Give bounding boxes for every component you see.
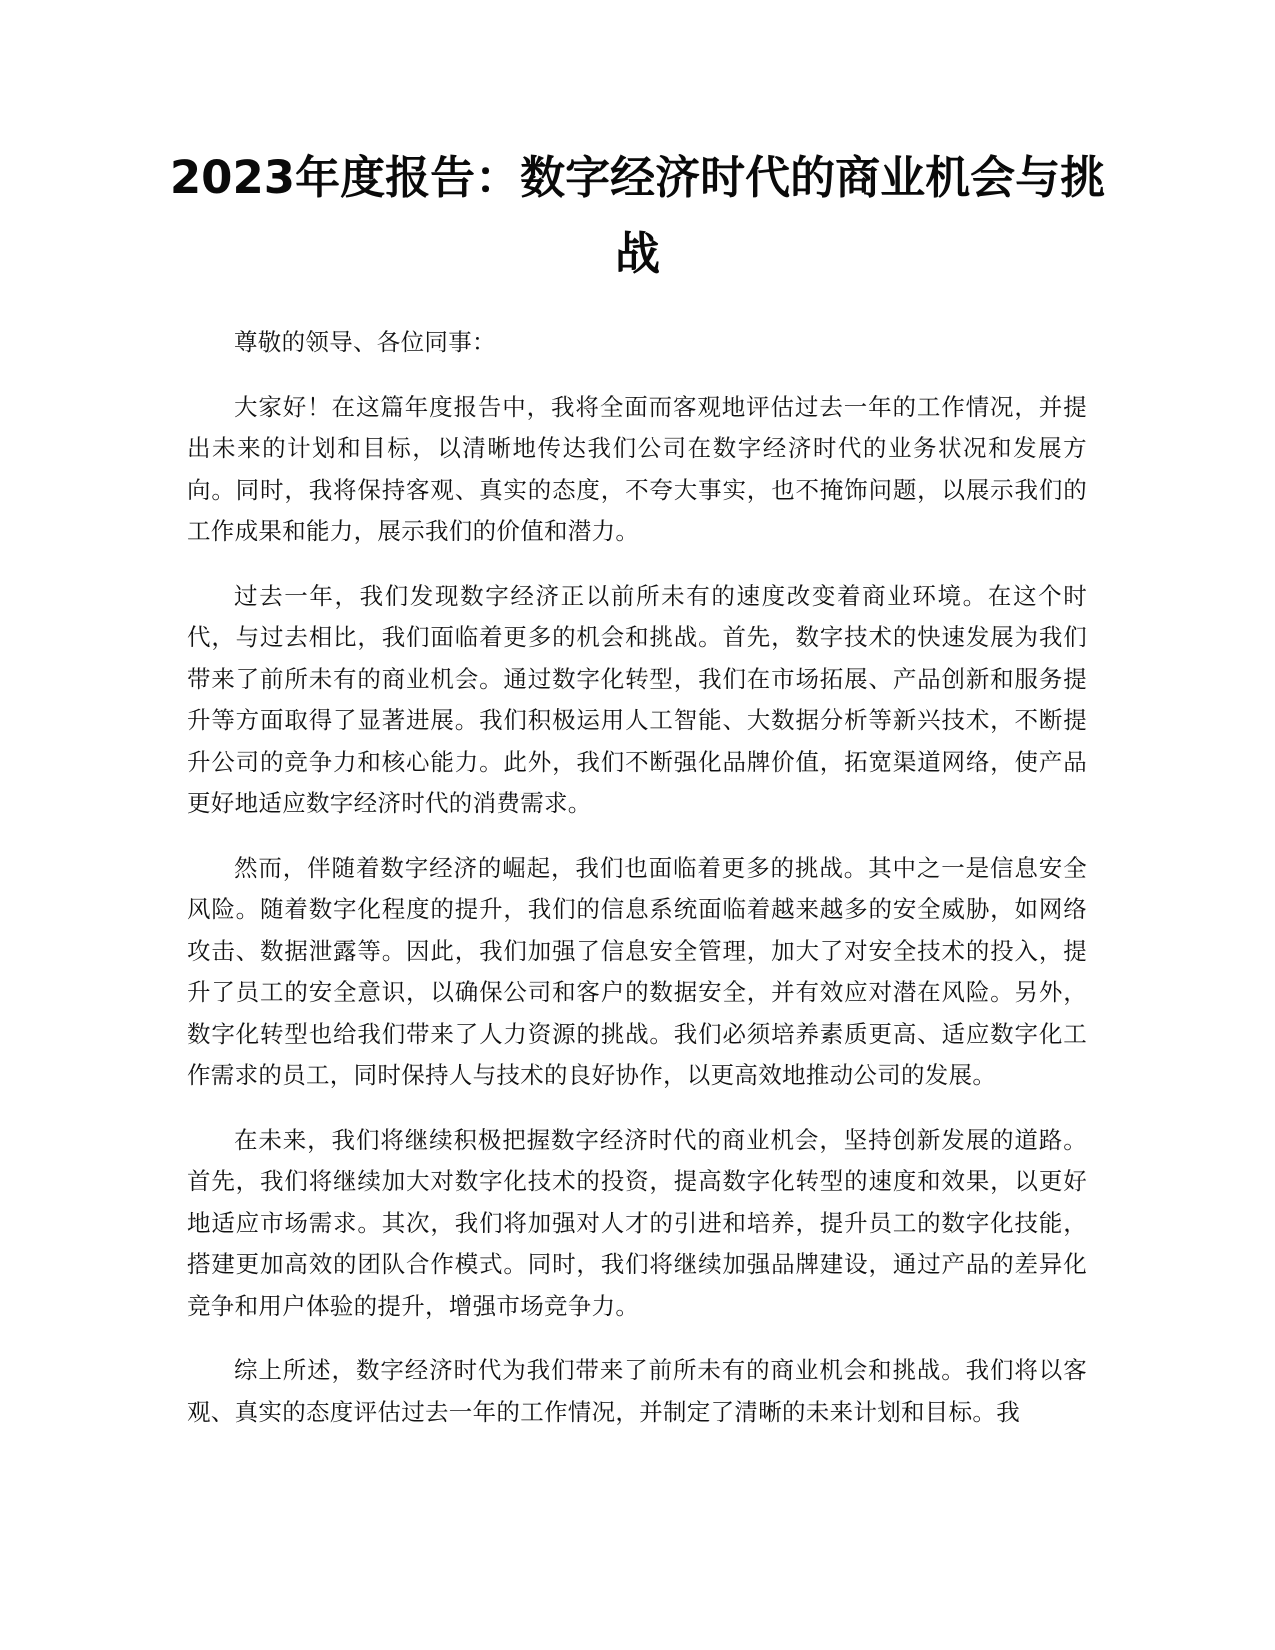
paragraph-salutation: 尊敬的领导、各位同事： xyxy=(234,328,496,356)
document-title: 2023年度报告：数字经济时代的商业机会与挑战 xyxy=(169,151,1106,280)
paragraph-summary: 综上所述，数字经济时代为我们带来了前所未有的商业机会和挑战。我们将以客观、真实的态度评估过去一年的工作情况，并制定了清晰的未来计划和目标。我 xyxy=(187,1356,1087,1426)
document-body xyxy=(187,322,1087,1456)
paragraph-opportunities: 过去一年，我们发现数字经济正以前所未有的速度改变着商业环境。在这个时代，与过去相比，我们面临着更多的机会和挑战。首先，数字技术的快速发展为我们带来了前所未有的商业机会。通过数字化转型，我们在市场拓展、产品创新和服务提升等方面取得了显著进展。我们积极运用人工智能、大数据分析等新兴技术，不断提升公司的竞争力和核心能力。此外，我们不断强化品牌价值，拓宽渠道网络，使产品更好地适应数字经济时代的消费需求。 xyxy=(187,581,1087,817)
paragraph-intro: 大家好！在这篇年度报告中，我将全面而客观地评估过去一年的工作情况，并提出未来的计划和目标，以清晰地传达我们公司在数字经济时代的业务状况和发展方向。同时，我将保持客观、真实的态度，不夸大事实，也不掩饰问题，以展示我们的工作成果和能力，展示我们的价值和潜力。 xyxy=(187,392,1087,545)
paragraph-challenges: 然而，伴随着数字经济的崛起，我们也面临着更多的挑战。其中之一是信息安全风险。随着数字化程度的提升，我们的信息系统面临着越来越多的安全威胁，如网络攻击、数据泄露等。因此，我们加强了信息安全管理，加大了对安全技术的投入，提升了员工的安全意识，以确保公司和客户的数据安全，并有效应对潜在风险。另外，数字化转型也给我们带来了人力资源的挑战。我们必须培养素质更高、适应数字化工作需求的员工，同时保持人与技术的良好协作，以更高效地推动公司的发展。 xyxy=(187,853,1087,1089)
paragraph-future-plans: 在未来，我们将继续积极把握数字经济时代的商业机会，坚持创新发展的道路。首先，我们将继续加大对数字化技术的投资，提高数字化转型的速度和效果，以更好地适应市场需求。其次，我们将加强对人才的引进和培养，提升员工的数字化技能，搭建更加高效的团队合作模式。同时，我们将继续加强品牌建设，通过产品的差异化竞争和用户体验的提升，增强市场竞争力。 xyxy=(187,1125,1087,1320)
